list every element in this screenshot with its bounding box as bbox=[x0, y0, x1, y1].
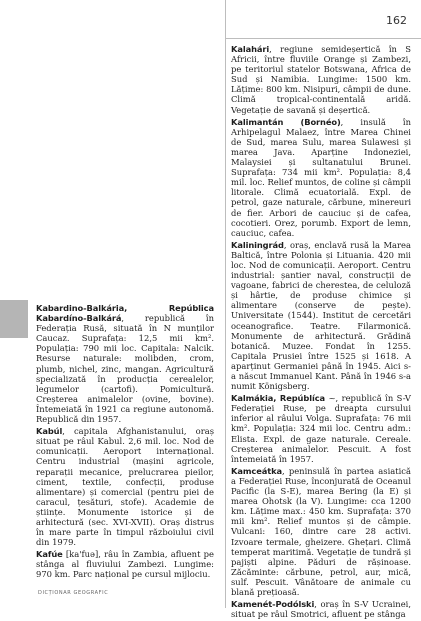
running-footer: DICȚIONAR GEOGRAFIC bbox=[38, 590, 109, 596]
entry-text: , oraș, enclavă rusă la Marea Baltică, între Polonia și Lituania. 420 mii loc. Nod de comunicații. Aeroport. Centru industrial: șantier naval, construcții de vagoane, fabrici de cherestea, de celuloză și hârtie, de produse chimice și alimentare (conserve de pește). Universitate (1544). Institut de cercetări oceanografice. Teatre. Filarmonică. Monumente de arhitectură. Grădină botanică. Muzee. Fondat în 1255. Capitala Prusiei între 1525 și 1618. A aparținut Germaniei până în 1945. Aici s-a născut Immanuel Kant. Până în 1946 s-a numit Königsberg. bbox=[231, 239, 411, 392]
entry-text: , peninsulă în partea asiatică a Federației Ruse, înconjurată de Oceanul Pacific (la S-E), marea Bering (la E) și marea Ohotsk (la V). Lungime: cca 1200 km. Lățime max.: 450 km. Suprafața: 370 mii km². Relief muntos și de câmpie. Vulcani: 160, dintre care 28 activi. Izvoare termale, gheizere. Ghețari. Climă temperat maritimă. Vegetație de tundră și pajiști alpine. Păduri de rășinoase. Zăcăminte: cărbune, petrol, aur, mică, sulf. Pescuit. Vânătoare de animale cu blană prețioasă. bbox=[231, 465, 411, 597]
entry-headword: Kafúe bbox=[36, 549, 63, 560]
entry-text: , regiune semideșertică în S Africii, între fluviile Orange și Zambezi, pe teritoriul statelor Botswana, Africa de Sud și Namibia. Lungime: 1500 km. Lățime: 800 km. Nisipuri, câmpii de dune. Climă tropical-continentală aridă. Vegetație de savană și deșertică. bbox=[231, 44, 411, 115]
thumb-index-tab bbox=[0, 300, 28, 338]
dictionary-entry bbox=[36, 549, 214, 579]
left-column bbox=[36, 303, 214, 582]
page-number: 162 bbox=[386, 14, 407, 27]
dictionary-entry bbox=[231, 466, 411, 597]
entry-headword: Kalimantán (Bornéo) bbox=[231, 116, 341, 127]
column-divider bbox=[225, 0, 226, 608]
entry-text: , oraș în S-V Ucrainei, situat pe râul Smotrici, afluent pe stânga bbox=[231, 599, 411, 620]
entry-headword: Kabardino-Balkária, República Kabardíno-Balkárá bbox=[36, 303, 214, 324]
dictionary-entry bbox=[231, 117, 411, 238]
dictionary-entry bbox=[231, 44, 411, 115]
dictionary-entry bbox=[231, 240, 411, 391]
entry-headword: Kaliningrád bbox=[231, 239, 284, 250]
right-column bbox=[231, 44, 411, 621]
entry-text: , republică în Federația Rusă, situată în N munților Caucaz. Suprafața: 12,5 mii km². Populația: 790 mii loc. Capitala: Nalcik. Resurse naturale: molibden, crom, plumb, nichel, zinc, mangan. Agricultură specializată în producția cerealelor, legumelor (cartofi). Pomicultură. Creșterea animalelor (ovine, bovine). Întemeiată în 1921 ca regiune autonomă. Republică din 1957. bbox=[36, 313, 214, 425]
entry-headword: Kamceátka bbox=[231, 465, 283, 476]
entry-headword: Kalahári bbox=[231, 44, 270, 54]
entry-headword: Kalmákia, Repúblíca bbox=[231, 393, 326, 404]
dictionary-entry bbox=[231, 393, 411, 464]
dictionary-entry bbox=[231, 599, 411, 619]
entry-text: [ka'fuə], râu în Zambia, afluent pe stânga al fluviului Zambezi. Lungime: 970 km. Parc național pe cursul mijlociu. bbox=[36, 549, 214, 580]
entry-headword: Kabúl bbox=[36, 426, 63, 437]
entry-headword: Kamenét-Podólski bbox=[231, 599, 315, 610]
entry-text: , capitala Afghanistanului, oraș situat pe râul Kabul. 2,6 mil. loc. Nod de comunicații. Aeroport internațional. Centru industrial (mașini agricole, reparații mecanice, prelucrarea pieilor, ciment, textile, confecții, produse alimentare) și comercial (pentru piei de caracul, țesături, stofe). Academie de științe. Monumente istorice și de arhitectură (sec. XVI-XVII). Oraș distrus în mare parte în timpul războiului civil din 1979. bbox=[36, 426, 214, 548]
entry-text: , insulă în Arhipelagul Malaez, între Marea Chinei de Sud, marea Sulu, marea Sulawesi și marea Java. Aparține Indoneziei, Malaysiei și sultanatului Brunei. Suprafața: 734 mii km². Populația: 8,4 mil. loc. Relief muntos, de coline și câmpii litorale. Climă ecuatorială. Expl. de petrol, gaze naturale, cărbune, minereuri de fier. Arbori de cauciuc și de cafea, cocotieri. Orez, porumb. Export de lemn, cauciuc, cafea. bbox=[231, 116, 411, 238]
dictionary-entry bbox=[36, 303, 214, 424]
dictionary-entry bbox=[36, 426, 214, 547]
header-rule bbox=[225, 38, 421, 39]
entry-text: ~, republică în S-V Federației Ruse, pe dreapta cursului inferior al râului Volga. Suprafața: 76 mii km². Populația: 324 mii loc. Centru adm.: Elista. Expl. de gaze naturale. Cereale. Creșterea animalelor. Pescuit. A fost întemeiată în 1957. bbox=[231, 393, 411, 464]
